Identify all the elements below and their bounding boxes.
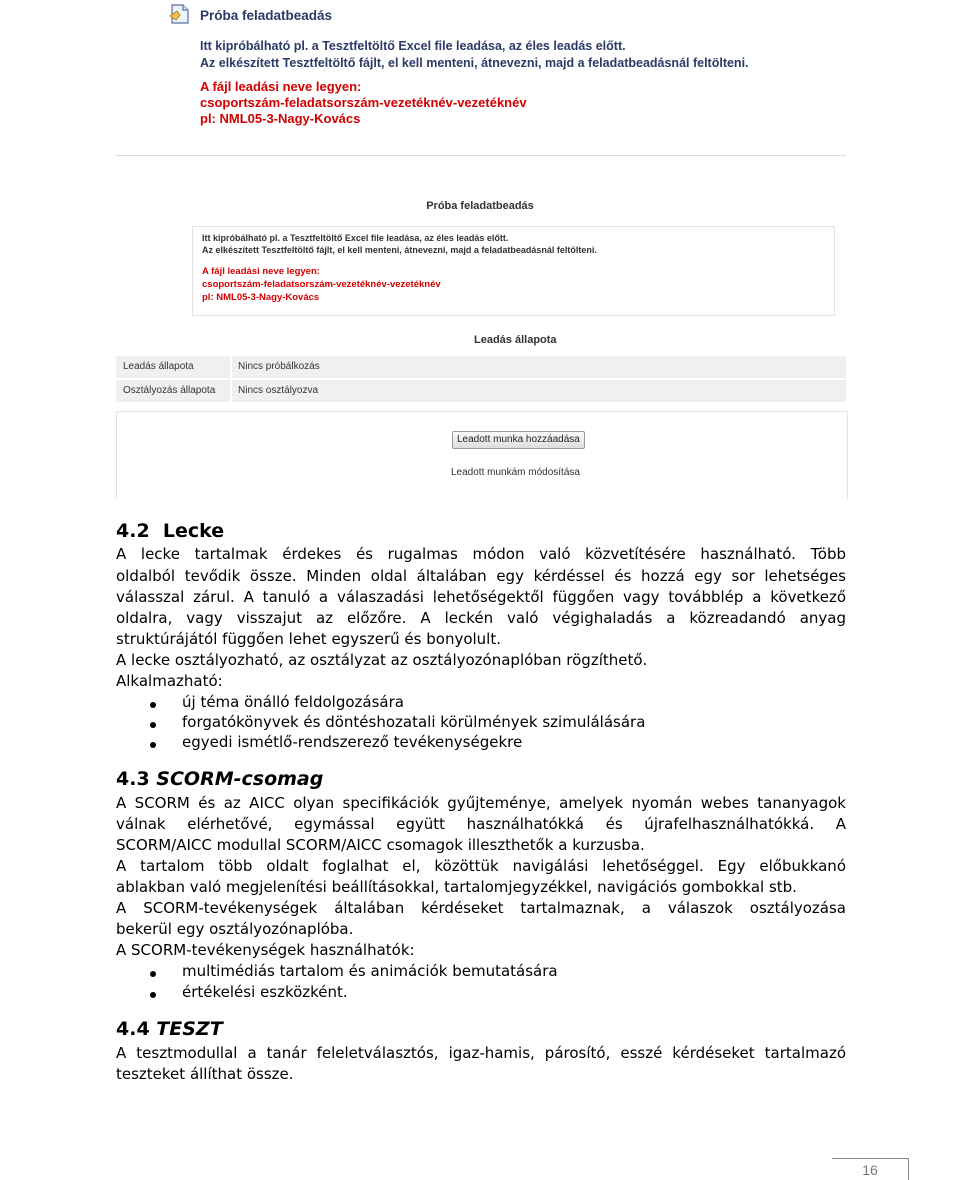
section-number: 4.3 [116, 768, 150, 790]
submission-status-table [116, 356, 846, 404]
page-number-border [832, 1158, 908, 1159]
paragraph-line: struktúrájától függően lehet egyszerű és bonyolult. [116, 630, 501, 648]
page-number: 16 [862, 1162, 878, 1178]
grading-label: Osztályozás állapota [116, 380, 232, 402]
paragraph-line: válasszal zárul. A tanuló a válaszadási lehetőségektől függően vagy továbblép a következő [116, 588, 846, 606]
list-item: multimédiás tartalom és animációk bemutatására [182, 962, 558, 980]
document-icon [168, 2, 192, 26]
grading-value: Nincs osztályozva [238, 385, 319, 396]
section-title: TESZT [156, 1018, 223, 1040]
paragraph-line: válnak elérhetővé, egymással együtt használhatókká és újrafelhasználhatókká. A [116, 815, 846, 833]
section-heading-4-2 [116, 520, 224, 542]
bullet-icon [150, 702, 156, 708]
list-item: forgatókönyvek és döntéshozatali körülmények szimulálására [182, 713, 646, 731]
list-item: egyedi ismétlő-rendszerező tevékenységekre [182, 733, 523, 751]
paragraph-line: SCORM/AICC modullal SCORM/AICC csomagok illeszthetők a kurzusba. [116, 836, 645, 854]
section-title: Lecke [162, 520, 225, 542]
section-number: 4.2 [116, 520, 150, 542]
screenshot1-filename-label: A fájl leadási neve legyen: [200, 79, 362, 94]
paragraph: A lecke osztályozható, az osztályzat az osztályozónaplóban rögzíthető. [116, 651, 648, 669]
paragraph-line: bekerül egy osztályozónaplóba. [116, 920, 354, 938]
bullet-icon [150, 742, 156, 748]
paragraph-line: ablakban való megjelenítési beállításokkal, tartalomjegyzékkel, navigációs gombokkal stb. [116, 878, 797, 896]
paragraph-line: A tartalom több oldalt foglalhat el, közöttük navigálási lehetőséggel. Egy előbukkanó [116, 857, 846, 875]
submission-status-heading: Leadás állapota [474, 334, 557, 346]
screenshot1-filename-pattern: csoportszám-feladatsorszám-vezetéknév-vezetéknév [200, 95, 527, 110]
section-heading-4-4 [116, 1018, 223, 1040]
status-value: Nincs próbálkozás [238, 361, 320, 372]
paragraph-line: oldalból tevődik össze. Minden oldal általában egy kérdéssel és hozzá egy sor lehetséges [116, 567, 846, 585]
paragraph-line: A SCORM és az AICC olyan specifikációk gyűjteménye, amelyek nyomán webes tananyagok [116, 794, 846, 812]
bullet-icon [150, 992, 156, 998]
section-number: 4.4 [116, 1018, 150, 1040]
bullet-icon [150, 971, 156, 977]
screenshot1-filename-example: pl: NML05-3-Nagy-Kovács [200, 111, 361, 126]
screenshot2-filename-label: A fájl leadási neve legyen: [202, 266, 320, 277]
screenshot2-filename-example: pl: NML05-3-Nagy-Kovács [202, 292, 320, 303]
screenshot2-intro-line: Itt kipróbálható pl. a Tesztfeltöltő Excel file leadása, az éles leadás előtt. [202, 233, 509, 243]
paragraph-line: oldalra, vagy visszajut az előzőre. A leckén való végighaladás a közreadandó anyag [116, 609, 846, 627]
divider [115, 155, 846, 156]
screenshot1-intro-line: Itt kipróbálható pl. a Tesztfeltöltő Excel file leadása, az éles leadás előtt. [200, 39, 626, 53]
paragraph-line: A SCORM-tevékenységek általában kérdéseket tartalmaznak, a válaszok osztályozása [116, 899, 846, 917]
table-row [116, 380, 846, 402]
add-submission-button[interactable]: Leadott munka hozzáadása [452, 431, 585, 449]
paragraph-line: A tesztmodullal a tanár feleletválasztós, igaz-hamis, párosító, esszé kérdéseket tartalmazó [116, 1044, 846, 1062]
screenshot2-filename-pattern: csoportszám-feladatsorszám-vezetéknév-vezetéknév [202, 279, 441, 290]
list-item: értékelési eszközként. [182, 983, 348, 1001]
section-heading-4-3 [116, 768, 323, 790]
paragraph: Alkalmazható: [116, 672, 223, 690]
paragraph-line: A lecke tartalmak érdekes és rugalmas módon való közvetítésére használható. Több [116, 545, 846, 563]
paragraph: A SCORM-tevékenységek használhatók: [116, 941, 415, 959]
screenshot2-intro-line: Az elkészített Tesztfeltöltő fájlt, el kell menteni, átnevezni, majd a feladatbeadásnál feltölteni. [202, 245, 597, 255]
bullet-icon [150, 722, 156, 728]
list-item: új téma önálló feldolgozására [182, 693, 404, 711]
table-row [116, 356, 846, 378]
page-number-border [908, 1158, 909, 1180]
paragraph-line: teszteket állíthat össze. [116, 1065, 294, 1083]
screenshot1-intro-line: Az elkészített Tesztfeltöltő fájlt, el kell menteni, átnevezni, majd a feladatbeadásnál feltölteni. [200, 56, 749, 70]
screenshot1-title[interactable]: Próba feladatbeadás [200, 8, 333, 23]
edit-submission-note: Leadott munkám módosítása [451, 467, 580, 478]
submission-actions-panel [116, 411, 848, 499]
screenshot2-title: Próba feladatbeadás [426, 200, 534, 212]
section-title: SCORM-csomag [156, 768, 324, 790]
status-label: Leadás állapota [116, 356, 232, 378]
